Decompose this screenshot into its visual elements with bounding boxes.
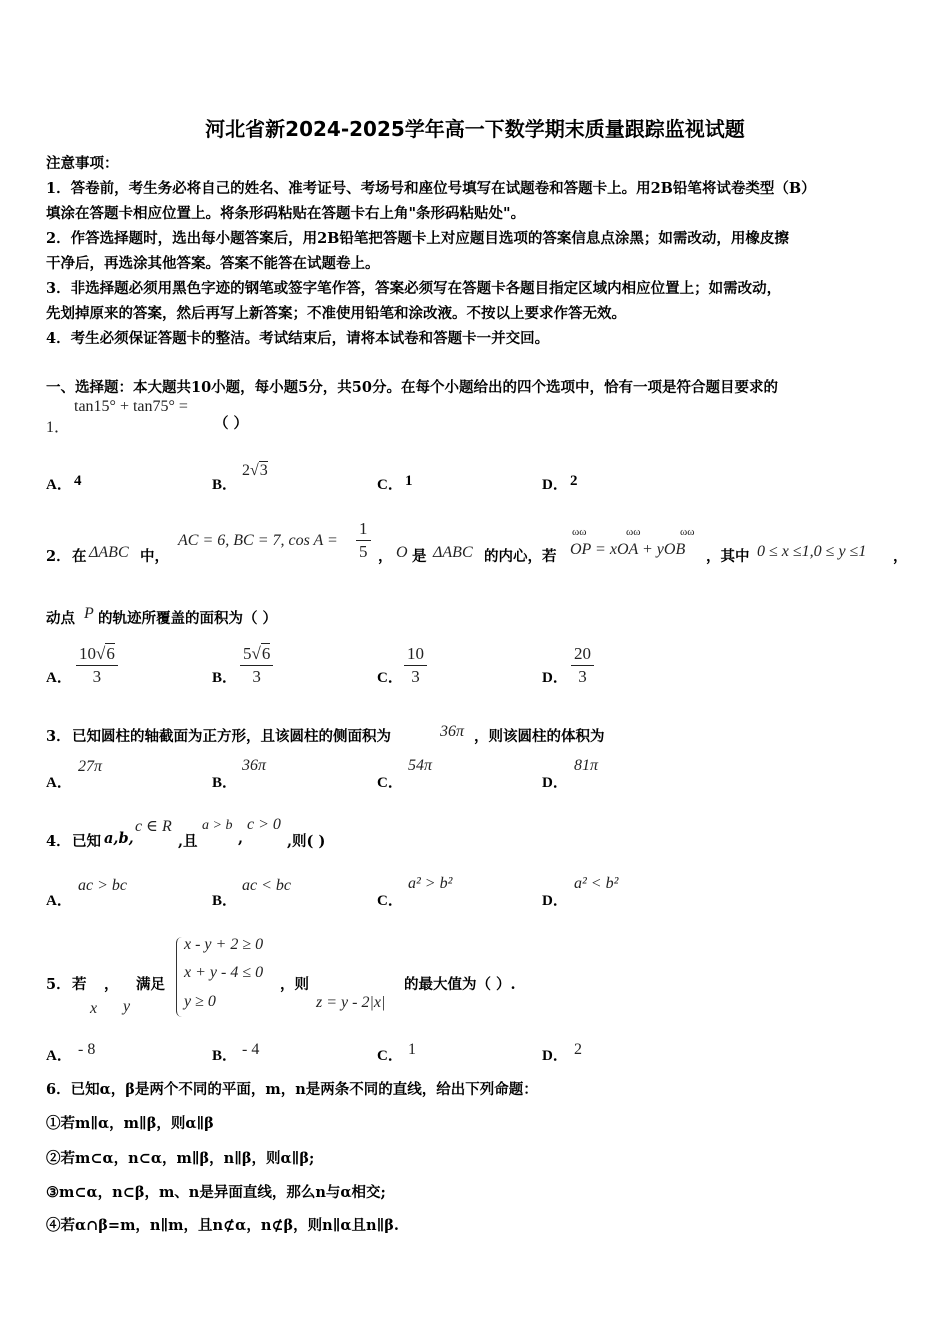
q4-vars: a,b, [104, 830, 134, 847]
q2-range: 0 ≤ x ≤1,0 ≤ y ≤1 [757, 543, 867, 560]
q2-option-d [571, 643, 594, 688]
q5-var-y: y [123, 998, 131, 1015]
q2-vec-op: OP [570, 541, 592, 558]
q5-constraint-3: y ≥ 0 [184, 993, 216, 1010]
q1-option-b-coef: 2 [242, 462, 250, 479]
q2-option-b: $\frac{5√6}{3}$ [240, 643, 273, 688]
q3-option-b: 36π [242, 757, 267, 774]
q4-cond-2: c > 0 [247, 816, 281, 833]
section-heading: 一、选择题：本大题共10小题，每小题5分，共50分。在每个小题给出的四个选项中，恰有一项是符合题目要求的 [46, 379, 778, 396]
q3-label-b: B． [212, 775, 238, 791]
q1-option-b: 2√3 [242, 462, 268, 479]
q4-text-3: , [238, 830, 244, 847]
q4-text-1: 已知 [72, 833, 101, 850]
q5-option-a: - 8 [78, 1041, 96, 1058]
q5-number: 5． [46, 976, 71, 993]
q5-var-x: x [90, 1000, 98, 1017]
q2-cos-numerator: 1 [356, 518, 371, 541]
q3-number: 3． [46, 728, 71, 745]
q3-area: 36π [440, 723, 465, 740]
q2-option-c-numerator: 10 [404, 643, 427, 666]
q1-option-c: 1 [405, 473, 413, 489]
q2-comma: ， [378, 548, 393, 565]
q5-label-c: C． [377, 1048, 403, 1064]
q3-label-c: C． [377, 775, 403, 791]
q3-option-a: 27π [78, 758, 103, 775]
q1-paren: （ ） [214, 415, 249, 432]
q5-label-a: A． [46, 1048, 72, 1064]
q6-statement-1: ①若m∥α，m∥β，则α∥β [46, 1115, 214, 1132]
q5-text-5: 的最大值为（ ）. [404, 976, 516, 993]
q2-vec-oa: OA [616, 541, 638, 558]
q6-statement-3: ③m⊂α，n⊂β，m、n是异面直线，那么n与α相交; [46, 1184, 386, 1201]
q2-line2-a: 动点 [46, 610, 75, 627]
q2-number: 2． [46, 548, 71, 565]
q2-p: P [84, 605, 94, 622]
q3-label-a: A． [46, 775, 72, 791]
q1-option-a: 4 [74, 473, 82, 489]
q6-stem: 6．已知α，β是两个不同的平面，m，n是两条不同的直线，给出下列命题： [46, 1081, 538, 1098]
q4-text-2: ,且 [178, 833, 198, 850]
q2-text-4: 的内心，若 [484, 548, 557, 565]
q4-label-c: C． [377, 893, 403, 909]
q2-option-a: $\frac{10√6}{3}$ [76, 643, 118, 688]
q1-label-c: C． [377, 477, 403, 493]
q5-text-4: ，则 [280, 976, 309, 993]
q5-option-b: - 4 [242, 1041, 260, 1058]
q2-text-3: 是 [412, 548, 427, 565]
q2-vec-plus: + y [642, 541, 664, 558]
q6-statement-2: ②若m⊂α，n⊂α，m∥β，n∥β，则α∥β; [46, 1150, 315, 1167]
q2-vec-mark-op: ωω [572, 526, 587, 538]
q2-text-1: 在 [72, 548, 87, 565]
q2-option-b-denominator: 3 [252, 667, 261, 686]
q2-option-d-numerator: 20 [571, 643, 594, 666]
q1-label-b: B． [212, 477, 238, 493]
q2-option-a-radicand: 6 [106, 644, 115, 663]
q2-vec-mark-oa: ωω [626, 526, 641, 538]
q5-option-d: 2 [574, 1041, 582, 1058]
q5-text-1: 若 [72, 976, 87, 993]
q1-label-d: D． [542, 477, 568, 493]
q4-label-d: D． [542, 893, 568, 909]
q2-line2-b: 的轨迹所覆盖的面积为（ ） [98, 610, 278, 627]
q2-label-a: A． [46, 670, 72, 686]
q3-option-c: 54π [408, 757, 433, 774]
q2-triangle: ΔABC [89, 544, 129, 561]
q5-constraint-1: x - y + 2 ≥ 0 [184, 936, 264, 953]
q4-text-4: ,则( ) [287, 833, 326, 850]
q5-text-3: 满足 [136, 976, 165, 993]
q4-cond-1: a > b [202, 818, 233, 833]
notice-line-4: 干净后，再选涂其他答案。答案不能答在试题卷上。 [46, 255, 380, 272]
q4-c-in-r: c ∈ R [135, 818, 172, 835]
q2-text-2: 中， [140, 548, 169, 565]
q4-label-a: A． [46, 893, 72, 909]
q6-statement-4: ④若α∩β=m，n∥m，且n⊄α，n⊄β，则n∥α且n∥β. [46, 1217, 399, 1234]
q2-text-6: ， [893, 548, 908, 565]
q3-text: 已知圆柱的轴截面为正方形，且该圆柱的侧面积为 [72, 728, 391, 745]
q3-label-d: D． [542, 775, 568, 791]
q4-number: 4． [46, 833, 71, 850]
q1-label-a: A． [46, 477, 72, 493]
q4-option-a: ac > bc [78, 877, 127, 894]
q2-vec-eq: = x [595, 541, 617, 558]
q2-option-c [404, 643, 427, 688]
q2-cos-denominator: 5 [359, 542, 368, 561]
notice-line-7: 4．考生必须保证答题卡的整洁。考试结束后，请将本试卷和答题卡一并交回。 [46, 330, 550, 347]
q2-label-d: D． [542, 670, 568, 686]
q5-text-2: ， [104, 976, 119, 993]
q2-option-b-radicand: 6 [261, 644, 271, 663]
q2-given: AC = 6, BC = 7, cos A = [178, 532, 338, 549]
q5-objective: z = y - 2|x| [316, 994, 386, 1011]
notice-line-2: 填涂在答题卡相应位置上。将条形码粘贴在答题卡右上角"条形码粘贴处"。 [46, 205, 526, 222]
q2-label-c: C． [377, 670, 403, 686]
q2-vector-equation [570, 541, 685, 559]
notice-line-1: 1．答卷前，考生务必将自己的姓名、准考证号、考场号和座位号填写在试题卷和答题卡上。用2B铅笔将试卷类型（B） [46, 180, 816, 197]
notice-line-6: 先划掉原来的答案，然后再写上新答案；不准使用铅笔和涂改液。不按以上要求作答无效。 [46, 305, 626, 322]
q2-option-d-denominator: 3 [578, 667, 587, 686]
q2-label-b: B． [212, 670, 238, 686]
q2-option-b-coef: 5 [243, 644, 252, 663]
q2-triangle-2: ΔABC [433, 544, 473, 561]
q5-label-d: D． [542, 1048, 568, 1064]
q1-option-d: 2 [570, 473, 578, 489]
q2-option-c-denominator: 3 [411, 667, 420, 686]
q5-constraint-2: x + y - 4 ≤ 0 [184, 964, 264, 981]
q3-text-2: ，则该圆柱的体积为 [474, 728, 605, 745]
q4-option-d: a² < b² [574, 875, 619, 892]
notice-line-3: 2．作答选择题时，选出每小题答案后，用2B铅笔把答题卡上对应题目选项的答案信息点涂黑；如需改动，用橡皮擦 [46, 230, 789, 247]
page-title: 河北省新2024-2025学年高一下数学期末质量跟踪监视试题 [205, 117, 745, 141]
q5-option-c: 1 [408, 1041, 416, 1058]
q1-option-b-radicand: 3 [259, 462, 268, 479]
q4-option-c: a² > b² [408, 875, 453, 892]
q2-vec-mark-ob: ωω [680, 526, 695, 538]
q5-system-brace [176, 937, 183, 1017]
q1-expression: tan15° + tan75° = [74, 398, 188, 415]
q2-cos-fraction [356, 518, 371, 563]
q2-option-a-denominator: 3 [92, 667, 102, 686]
q2-o: O [396, 544, 408, 561]
q2-text-5: ，其中 [706, 548, 750, 565]
q3-option-d: 81π [574, 757, 599, 774]
q2-option-a-coef: 10 [79, 644, 96, 663]
notice-heading: 注意事项： [46, 155, 119, 172]
notice-line-5: 3．非选择题必须用黑色字迹的钢笔或签字笔作答，答案必须写在答题卡各题目指定区域内相应位置上；如需改动， [46, 280, 782, 297]
q4-label-b: B． [212, 893, 238, 909]
q2-vec-ob: OB [663, 541, 686, 558]
q5-label-b: B． [212, 1048, 238, 1064]
q4-option-b: ac < bc [242, 877, 291, 894]
q1-number: 1． [46, 419, 71, 436]
